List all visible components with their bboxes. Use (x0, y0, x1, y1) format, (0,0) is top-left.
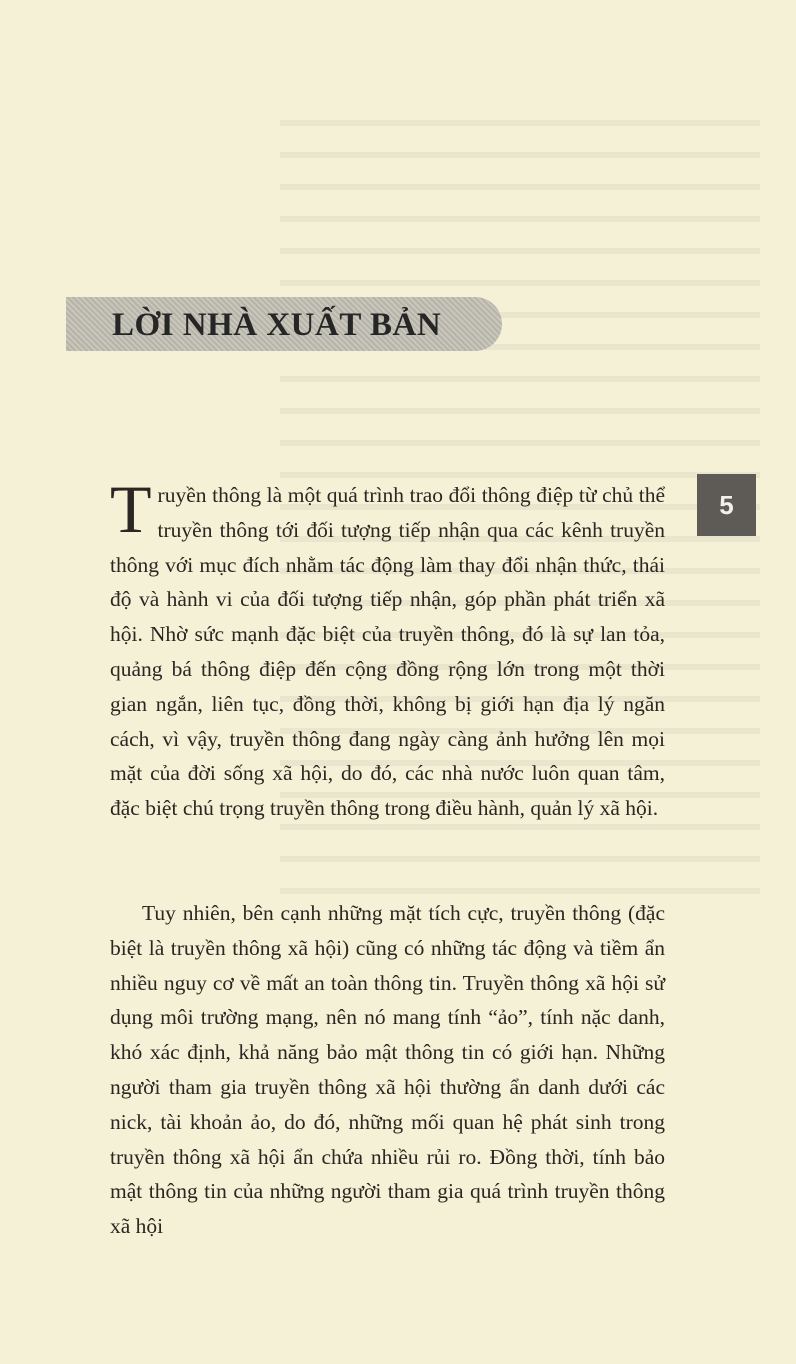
paragraph-2: Tuy nhiên, bên cạnh những mặt tích cực, truyền thông (đặc biệt là truyền thông xã hội) cũng có những tác động và tiềm ẩn nhiều nguy cơ về mất an toàn thông tin. Truyền thông xã hội sử dụng môi trường mạng, nên nó mang tính “ảo”, tính nặc danh, khó xác định, khả năng bảo mật thông tin có giới hạn. Những người tham gia truyền thông xã hội thường ẩn danh dưới các nick, tài khoản ảo, do đó, những mối quan hệ phát sinh trong truyền thông xã hội ẩn chứa nhiều rủi ro. Đồng thời, tính bảo mật thông tin của những người tham gia quá trình truyền thông xã hội (110, 901, 665, 1239)
drop-cap: T (110, 471, 152, 547)
section-title: LỜI NHÀ XUẤT BẢN (112, 307, 442, 343)
paragraph-1 (110, 471, 665, 826)
page-number: 5 (697, 474, 756, 536)
paragraph-1-text: ruyền thông là một quá trình trao đổi thông điệp từ chủ thể truyền thông tới đối tượng tiếp nhận qua các kênh truyền thông với mục đích nhằm tác động làm thay đổi nhận thức, thái độ và hành vi của đối tượng tiếp nhận, góp phần phát triển xã hội. Nhờ sức mạnh đặc biệt của truyền thông, đó là sự lan tỏa, quảng bá thông điệp đến cộng đồng rộng lớn trong một thời gian ngắn, liên tục, đồng thời, không bị giới hạn địa lý ngăn cách, vì vậy, truyền thông đang ngày càng ảnh hưởng lên mọi mặt của đời sống xã hội, do đó, các nhà nước luôn quan tâm, đặc biệt chú trọng truyền thông trong điều hành, quản lý xã hội. (110, 483, 665, 821)
